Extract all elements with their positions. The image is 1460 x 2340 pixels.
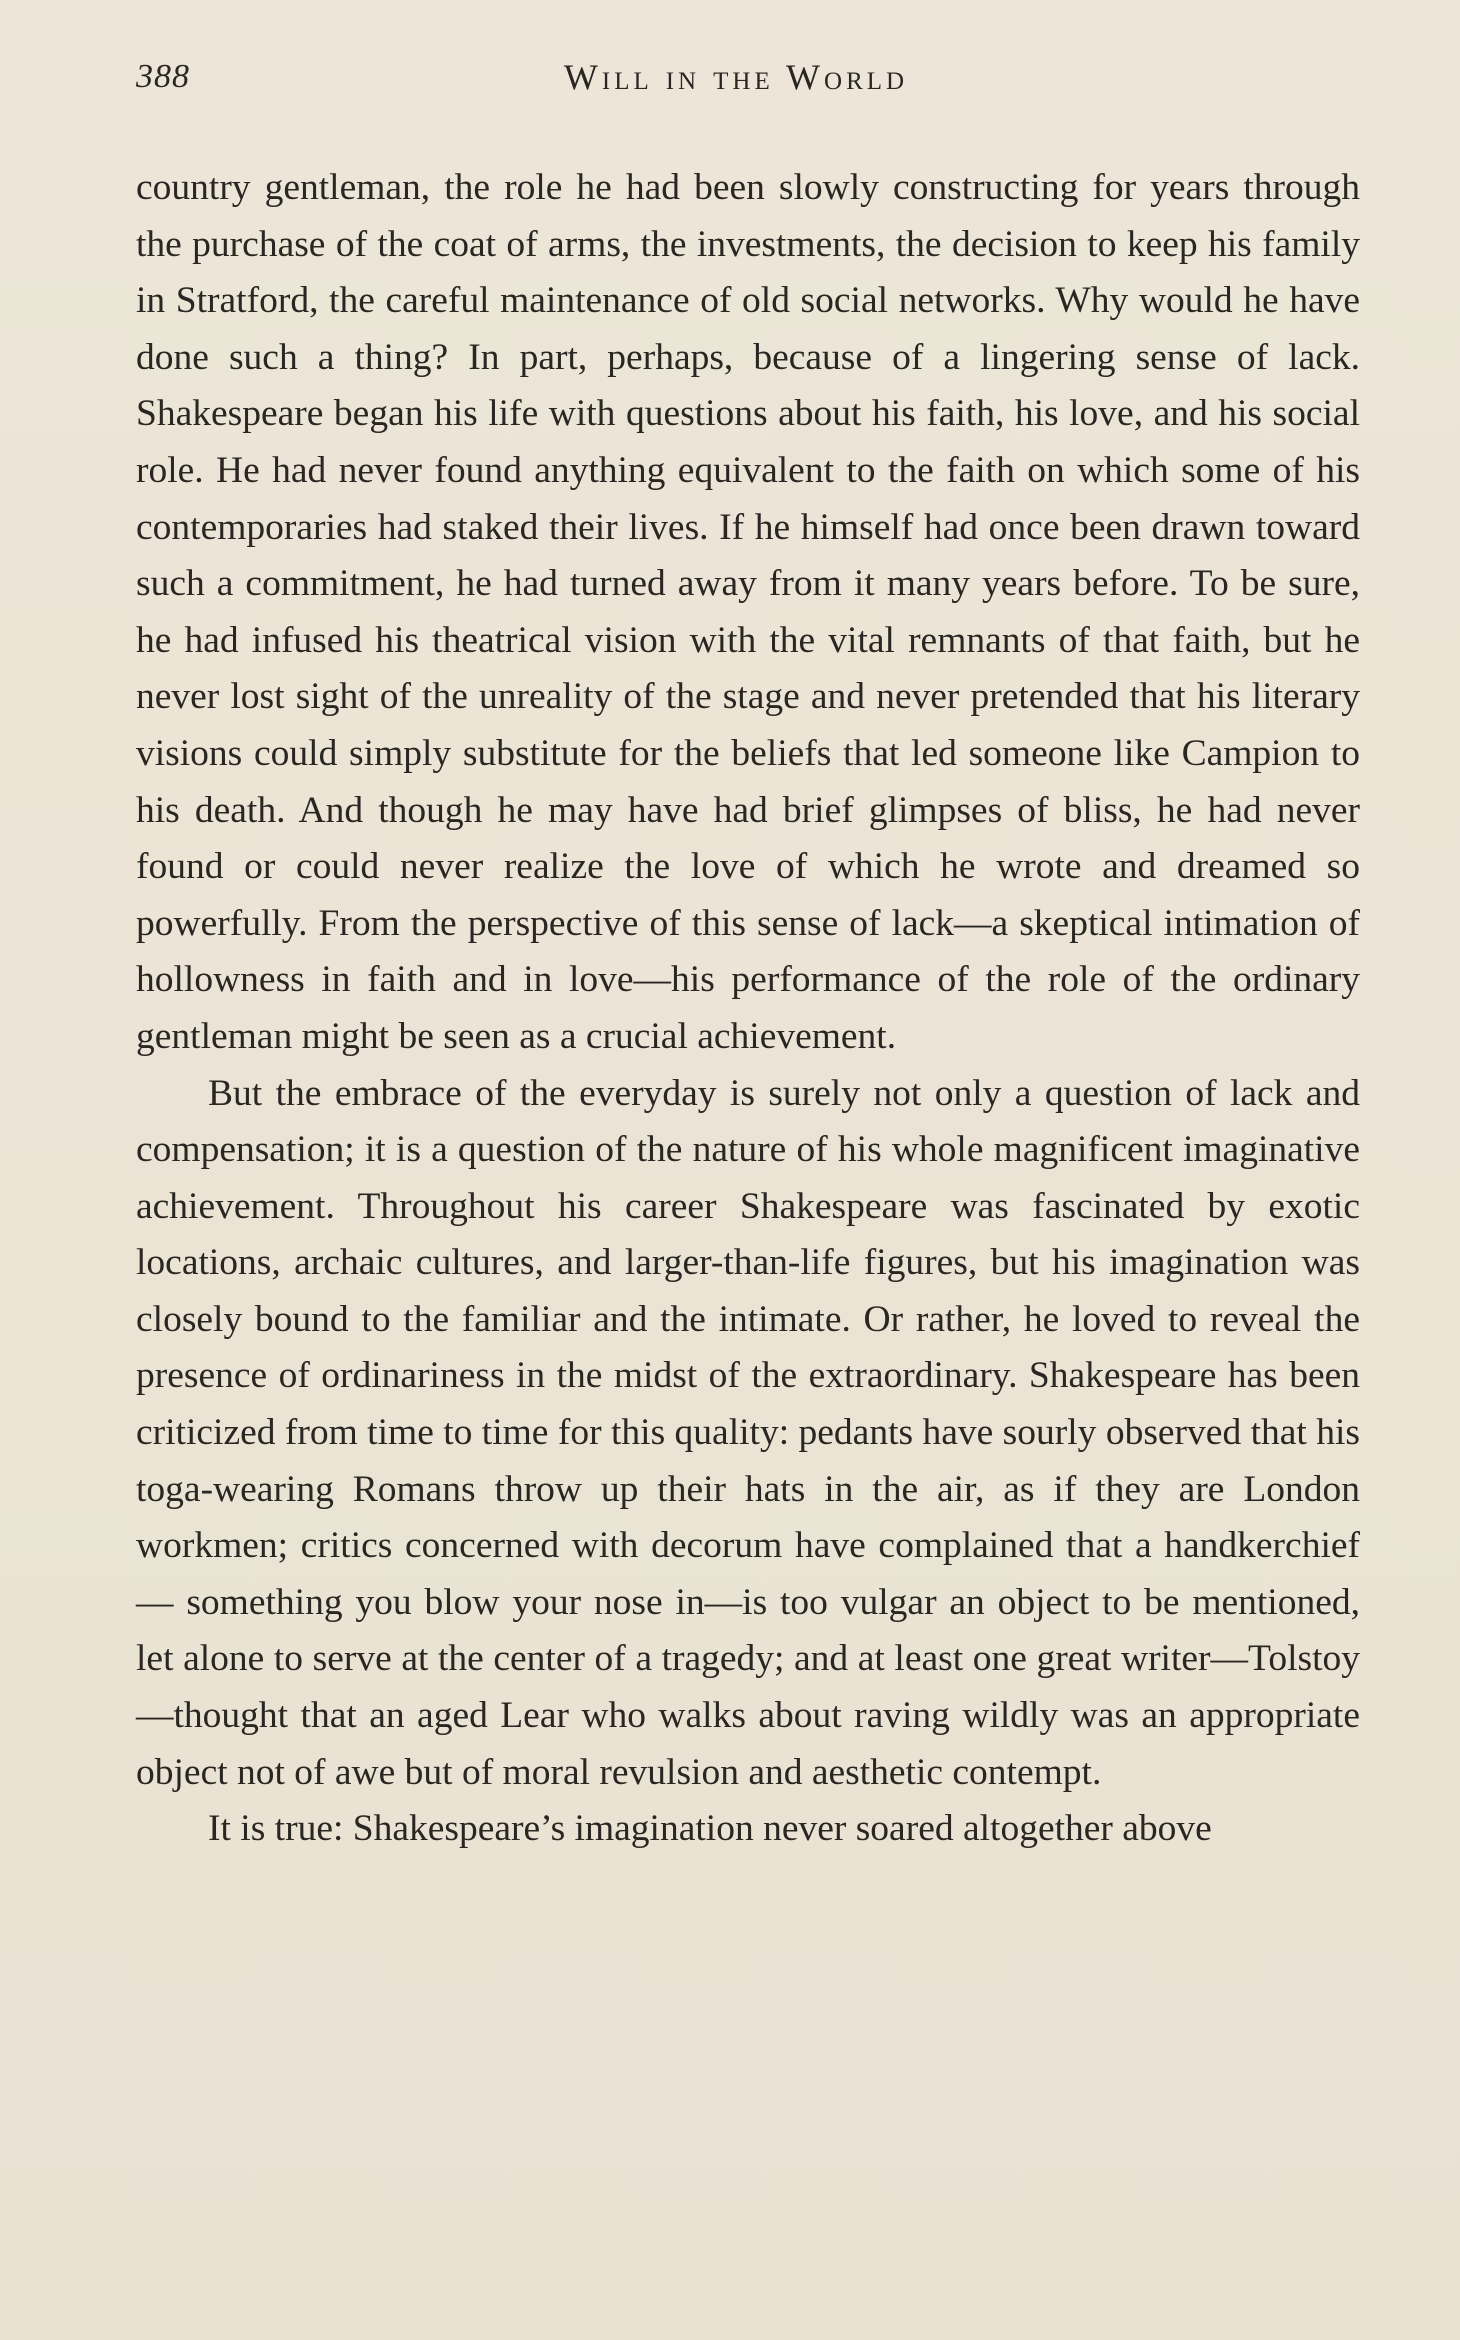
book-title: Will in the World <box>563 57 909 97</box>
page-number: 388 <box>136 58 190 95</box>
paragraph: But the embrace of the everyday is surely not only a question of lack and compensation; it is a question of the nature of his whole magnificent imaginative achievement. Throughout his career Shakespeare was fascinated by exotic locations, archaic cultures, and larger-than-life figures, but his imagination was closely bound to the familiar and the intimate. Or rather, he loved to reveal the presence of ordinariness in the midst of the extraordinary. Shakespeare has been criticized from time to time for this quality: pedants have sourly observed that his toga-wearing Romans throw up their hats in the air, as if they are London workmen; critics concerned with decorum have complained that a handkerchief— something you blow your nose in—is too vulgar an object to be mentioned, let alone to serve at the center of a tragedy; and at least one great writer—Tolstoy—thought that an aged Lear who walks about raving wildly was an appropriate object not of awe but of moral revulsion and aesthetic contempt. <box>136 1072 1360 1793</box>
running-head <box>136 52 1360 112</box>
paragraph: country gentleman, the role he had been slowly constructing for years through the purchase of the coat of arms, the investments, the decision to keep his family in Stratford, the careful maintenance of old social networks. Why would he have done such a thing? In part, perhaps, because of a lingering sense of lack. Shakespeare began his life with questions about his faith, his love, and his social role. He had never found anything equivalent to the faith on which some of his contemporaries had staked their lives. If he himself had once been drawn toward such a commitment, he had turned away from it many years before. To be sure, he had infused his theatrical vision with the vital remnants of that faith, but he never lost sight of the unreality of the stage and never pretended that his literary visions could simply substitute for the beliefs that led someone like Campion to his death. And though he may have had brief glimpses of bliss, he had never found or could never realize the love of which he wrote and dreamed so powerfully. From the perspective of this sense of lack—a skeptical intimation of hollowness in faith and in love—his performance of the role of the ordinary gentleman might be seen as a crucial achievement. <box>136 167 1360 1057</box>
paragraph: It is true: Shakespeare’s imagination never soared altogether above <box>208 1808 1212 1850</box>
body-text <box>136 160 1360 1858</box>
